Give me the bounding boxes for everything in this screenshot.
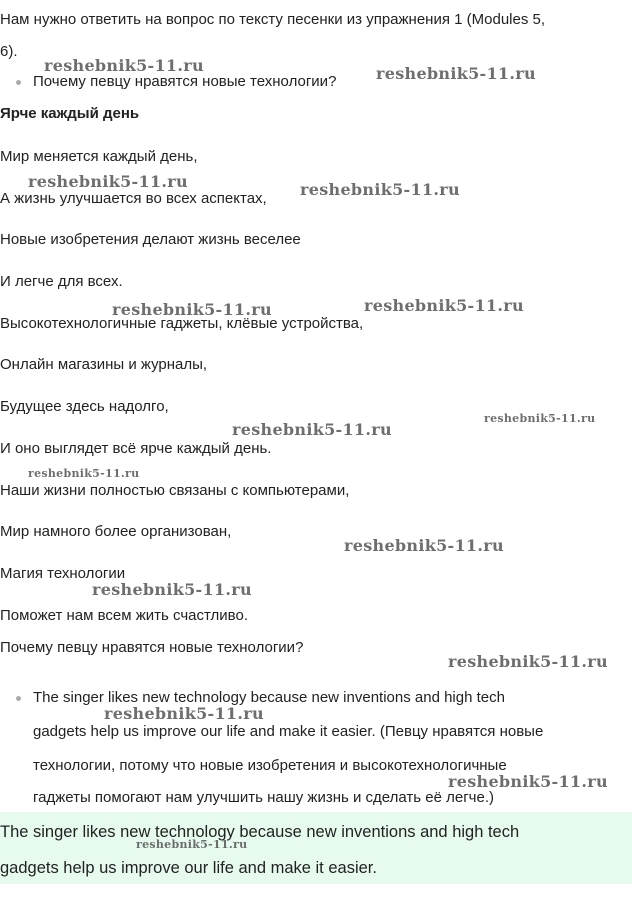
watermark: reshebnik5-11.ru bbox=[300, 180, 460, 199]
song-line: И легче для всех. bbox=[0, 273, 123, 290]
watermark: reshebnik5-11.ru bbox=[136, 838, 248, 851]
watermark: reshebnik5-11.ru bbox=[28, 172, 188, 191]
watermark: reshebnik5-11.ru bbox=[448, 652, 608, 671]
final-answer-line: The singer likes new technology because new inventions and high tech bbox=[0, 823, 520, 841]
final-answer-line: gadgets help us improve our life and make it easier. bbox=[0, 859, 377, 877]
watermark: reshebnik5-11.ru bbox=[484, 412, 596, 425]
answer-line: The singer likes new technology because new inventions and high tech bbox=[33, 689, 505, 706]
final-answer-box bbox=[0, 812, 632, 884]
watermark: reshebnik5-11.ru bbox=[344, 536, 504, 555]
song-line: Высокотехнологичные гаджеты, клёвые устройства, bbox=[0, 315, 364, 332]
song-line: Новые изобретения делают жизнь веселее bbox=[0, 231, 301, 248]
song-line: Онлайн магазины и журналы, bbox=[0, 356, 208, 373]
intro-line-2: 6). bbox=[0, 43, 18, 60]
watermark: reshebnik5-11.ru bbox=[376, 64, 536, 83]
watermark: reshebnik5-11.ru bbox=[44, 56, 204, 75]
watermark: reshebnik5-11.ru bbox=[448, 772, 608, 791]
watermark: reshebnik5-11.ru bbox=[364, 296, 524, 315]
song-title: Ярче каждый день bbox=[0, 105, 140, 122]
answer-line: gadgets help us improve our life and make it easier. (Певцу нравятся новые bbox=[33, 723, 544, 740]
song-line: Наши жизни полностью связаны с компьютерами, bbox=[0, 482, 350, 499]
answer-line: гаджеты помогают нам улучшить нашу жизнь и сделать её легче.) bbox=[33, 789, 494, 806]
bullet-dot-icon bbox=[16, 696, 21, 701]
song-line: Мир намного более организован, bbox=[0, 523, 232, 540]
song-line: Магия технологии bbox=[0, 565, 126, 582]
song-line: Поможет нам всем жить счастливо. bbox=[0, 607, 248, 624]
song-line: А жизнь улучшается во всех аспектах, bbox=[0, 190, 267, 207]
watermark: reshebnik5-11.ru bbox=[112, 300, 272, 319]
song-line: Будущее здесь надолго, bbox=[0, 398, 169, 415]
song-line: Мир меняется каждый день, bbox=[0, 148, 198, 165]
intro-line-1: Нам нужно ответить на вопрос по тексту песенки из упражнения 1 (Modules 5, bbox=[0, 11, 546, 28]
bullet-dot-icon bbox=[16, 80, 21, 85]
watermark: reshebnik5-11.ru bbox=[232, 420, 392, 439]
watermark: reshebnik5-11.ru bbox=[104, 704, 264, 723]
intro-bullet-text: Почему певцу нравятся новые технологии? bbox=[33, 73, 337, 90]
answer-line: технологии, потому что новые изобретения и высокотехнологичные bbox=[33, 757, 507, 774]
watermark: reshebnik5-11.ru bbox=[92, 580, 252, 599]
song-line: И оно выглядет всё ярче каждый день. bbox=[0, 440, 272, 457]
question: Почему певцу нравятся новые технологии? bbox=[0, 639, 304, 656]
watermark: reshebnik5-11.ru bbox=[28, 467, 140, 480]
